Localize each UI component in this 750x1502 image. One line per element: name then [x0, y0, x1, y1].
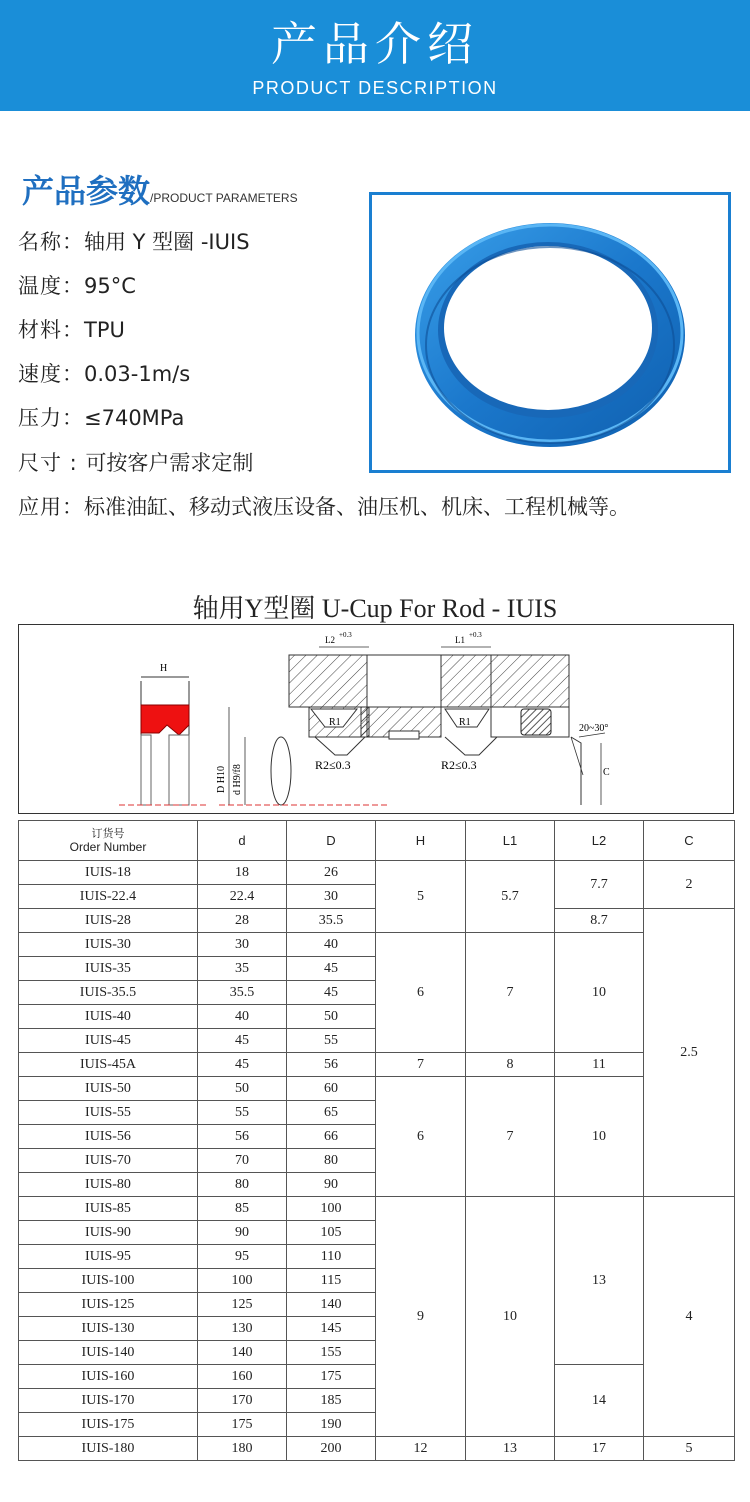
spec-value: 95°C — [84, 274, 136, 298]
chamfer-c: C — [603, 767, 610, 778]
cell-D: 55 — [287, 1029, 376, 1053]
cell-order: IUIS-170 — [19, 1389, 198, 1413]
cell-L1: 10 — [466, 1197, 555, 1437]
cell-order: IUIS-22.4 — [19, 885, 198, 909]
cell-order: IUIS-30 — [19, 933, 198, 957]
table-row — [19, 1437, 735, 1461]
cell-d: 170 — [198, 1389, 287, 1413]
table-row — [19, 1077, 735, 1101]
cell-D: 80 — [287, 1149, 376, 1173]
col-L2: L2 — [555, 821, 644, 861]
cell-D: 115 — [287, 1269, 376, 1293]
cell-order: IUIS-80 — [19, 1173, 198, 1197]
header-banner — [0, 0, 750, 111]
r1-label-left: R1 — [329, 717, 341, 728]
cell-D: 35.5 — [287, 909, 376, 933]
cell-order: IUIS-125 — [19, 1293, 198, 1317]
cell-order: IUIS-130 — [19, 1317, 198, 1341]
cell-order: IUIS-35 — [19, 957, 198, 981]
banner-title: 产品介绍 — [271, 17, 479, 71]
cell-d: 35.5 — [198, 981, 287, 1005]
cell-L2: 17 — [555, 1437, 644, 1461]
cell-d: 85 — [198, 1197, 287, 1221]
cell-d: 45 — [198, 1029, 287, 1053]
cell-L1: 7 — [466, 1077, 555, 1197]
spec-application — [18, 491, 630, 521]
cell-d: 55 — [198, 1101, 287, 1125]
spec-value: 标准油缸、移动式液压设备、油压机、机床、工程机械等。 — [84, 495, 630, 519]
cell-order: IUIS-35.5 — [19, 981, 198, 1005]
cell-D: 155 — [287, 1341, 376, 1365]
header-order-en: Order Number — [69, 840, 147, 854]
cell-L1: 13 — [466, 1437, 555, 1461]
cell-D: 145 — [287, 1317, 376, 1341]
cell-L2: 13 — [555, 1197, 644, 1365]
cell-C: 2.5 — [644, 909, 735, 1197]
dim-d-inner: d H9/f8 — [232, 764, 243, 795]
params-subtitle: /PRODUCT PARAMETERS — [150, 191, 298, 205]
cell-D: 190 — [287, 1413, 376, 1437]
cell-d: 160 — [198, 1365, 287, 1389]
chamfer-angle: 20~30° — [579, 723, 609, 734]
cell-L2: 14 — [555, 1365, 644, 1437]
cell-D: 66 — [287, 1125, 376, 1149]
cell-L1: 8 — [466, 1053, 555, 1077]
dim-h-label: H — [160, 663, 168, 674]
params-title: 产品参数 — [22, 172, 151, 210]
col-L1: L1 — [466, 821, 555, 861]
cell-d: 18 — [198, 861, 287, 885]
params-heading — [22, 166, 298, 212]
cell-D: 65 — [287, 1101, 376, 1125]
cell-order: IUIS-50 — [19, 1077, 198, 1101]
cell-D: 45 — [287, 957, 376, 981]
cell-order: IUIS-18 — [19, 861, 198, 885]
spec-label: 应用： — [18, 495, 84, 519]
cell-d: 45 — [198, 1053, 287, 1077]
cell-d: 100 — [198, 1269, 287, 1293]
cell-order: IUIS-28 — [19, 909, 198, 933]
spec-value: ≤740MPa — [84, 406, 185, 430]
table-row — [19, 1197, 735, 1221]
col-d: d — [198, 821, 287, 861]
cell-d: 40 — [198, 1005, 287, 1029]
cell-H: 6 — [376, 933, 466, 1053]
cell-order: IUIS-55 — [19, 1101, 198, 1125]
cell-C: 5 — [644, 1437, 735, 1461]
spec-pressure — [18, 402, 184, 432]
l2-label: L2 — [325, 635, 335, 645]
cell-D: 56 — [287, 1053, 376, 1077]
l1-label: L1 — [455, 635, 465, 645]
cell-d: 140 — [198, 1341, 287, 1365]
cell-D: 45 — [287, 981, 376, 1005]
cell-C: 4 — [644, 1197, 735, 1437]
cell-D: 100 — [287, 1197, 376, 1221]
table-row — [19, 933, 735, 957]
spec-speed — [18, 358, 190, 388]
table-header-row — [19, 821, 735, 861]
cross-section-diagram — [19, 625, 733, 813]
cell-C: 2 — [644, 861, 735, 909]
cell-d: 35 — [198, 957, 287, 981]
cell-D: 140 — [287, 1293, 376, 1317]
technical-drawing — [18, 624, 734, 814]
cell-order: IUIS-85 — [19, 1197, 198, 1221]
cell-d: 28 — [198, 909, 287, 933]
spec-label: 尺寸 : — [18, 451, 86, 475]
spec-temperature — [18, 270, 136, 300]
cell-L2: 11 — [555, 1053, 644, 1077]
cell-order: IUIS-100 — [19, 1269, 198, 1293]
cell-D: 105 — [287, 1221, 376, 1245]
cell-d: 80 — [198, 1173, 287, 1197]
cell-d: 180 — [198, 1437, 287, 1461]
cell-d: 22.4 — [198, 885, 287, 909]
cell-H: 9 — [376, 1197, 466, 1437]
cell-H: 7 — [376, 1053, 466, 1077]
cell-D: 26 — [287, 861, 376, 885]
spec-value: 可按客户需求定制 — [85, 451, 254, 475]
spec-label: 材料： — [18, 318, 84, 342]
spec-material — [18, 314, 125, 344]
cell-order: IUIS-180 — [19, 1437, 198, 1461]
spec-name — [18, 226, 250, 256]
cell-d: 56 — [198, 1125, 287, 1149]
dimension-table — [18, 820, 735, 1461]
cell-D: 175 — [287, 1365, 376, 1389]
cell-D: 30 — [287, 885, 376, 909]
cell-order: IUIS-70 — [19, 1149, 198, 1173]
cell-H: 6 — [376, 1077, 466, 1197]
cell-L2: 8.7 — [555, 909, 644, 933]
spec-size — [18, 447, 253, 477]
col-D: D — [287, 821, 376, 861]
l2-tolerance: +0.3 — [339, 631, 352, 639]
cell-D: 40 — [287, 933, 376, 957]
l1-tolerance: +0.3 — [469, 631, 482, 639]
table-row — [19, 861, 735, 885]
cell-d: 95 — [198, 1245, 287, 1269]
cell-H: 5 — [376, 861, 466, 933]
cell-D: 110 — [287, 1245, 376, 1269]
product-photo — [369, 192, 731, 473]
seal-ring-image — [372, 195, 728, 470]
cell-d: 130 — [198, 1317, 287, 1341]
cell-order: IUIS-140 — [19, 1341, 198, 1365]
table-row — [19, 1053, 735, 1077]
cell-L1: 7 — [466, 933, 555, 1053]
r2-label-left: R2≤0.3 — [315, 758, 351, 772]
spec-value: 0.03-1m/s — [84, 362, 191, 386]
cell-D: 185 — [287, 1389, 376, 1413]
cell-order: IUIS-40 — [19, 1005, 198, 1029]
spec-label: 压力： — [18, 406, 84, 430]
cell-d: 125 — [198, 1293, 287, 1317]
cell-order: IUIS-90 — [19, 1221, 198, 1245]
cell-order: IUIS-95 — [19, 1245, 198, 1269]
cell-d: 30 — [198, 933, 287, 957]
cell-d: 50 — [198, 1077, 287, 1101]
cell-order: IUIS-56 — [19, 1125, 198, 1149]
header-order-cn: 订货号 — [91, 827, 125, 840]
cell-L2: 7.7 — [555, 861, 644, 909]
cell-D: 60 — [287, 1077, 376, 1101]
cell-L1: 5.7 — [466, 861, 555, 933]
cell-order: IUIS-160 — [19, 1365, 198, 1389]
dim-d-outer: D H10 — [216, 766, 227, 793]
spec-label: 速度： — [18, 362, 84, 386]
cell-d: 70 — [198, 1149, 287, 1173]
cell-order: IUIS-175 — [19, 1413, 198, 1437]
cell-L2: 10 — [555, 1077, 644, 1197]
spec-label: 名称： — [18, 230, 84, 254]
col-H: H — [376, 821, 466, 861]
cell-order: IUIS-45 — [19, 1029, 198, 1053]
r1-label-right: R1 — [459, 717, 471, 728]
banner-subtitle: PRODUCT DESCRIPTION — [252, 78, 498, 98]
cell-d: 90 — [198, 1221, 287, 1245]
spec-value: 轴用 Y 型圈 -IUIS — [84, 230, 250, 254]
cell-order: IUIS-45A — [19, 1053, 198, 1077]
r2-label-right: R2≤0.3 — [441, 758, 477, 772]
col-order-number — [19, 821, 198, 861]
spec-label: 温度： — [18, 274, 84, 298]
cell-L2: 10 — [555, 933, 644, 1053]
cell-d: 175 — [198, 1413, 287, 1437]
cell-D: 50 — [287, 1005, 376, 1029]
col-C: C — [644, 821, 735, 861]
cell-H: 12 — [376, 1437, 466, 1461]
spec-value: TPU — [84, 318, 125, 342]
cell-D: 200 — [287, 1437, 376, 1461]
drawing-title: 轴用Y型圈 U-Cup For Rod - IUIS — [192, 594, 558, 623]
cell-D: 90 — [287, 1173, 376, 1197]
